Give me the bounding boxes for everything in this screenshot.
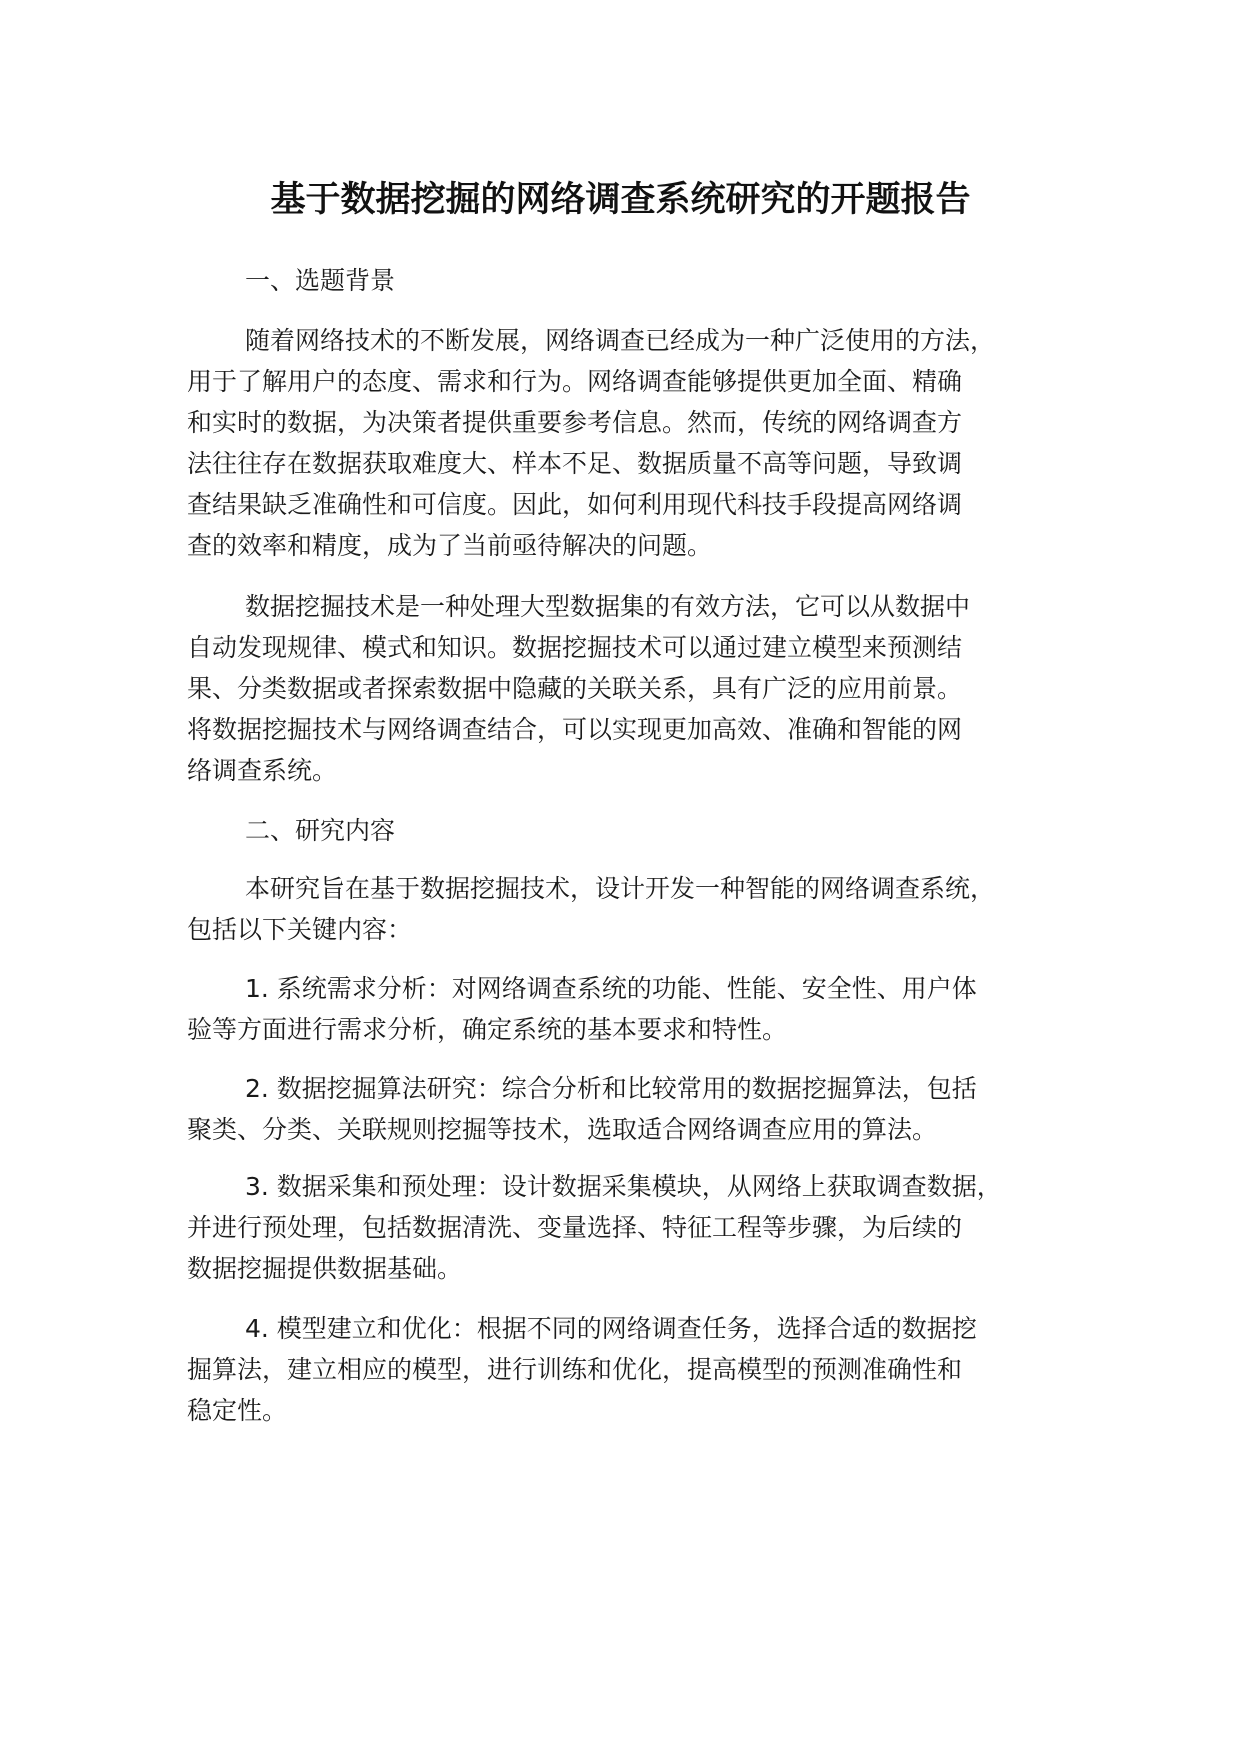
list-item-line: 数据挖掘提供数据基础。 <box>187 1254 463 1283</box>
paragraph-line: 络调查系统。 <box>187 756 338 785</box>
list-item-line: 掘算法，建立相应的模型，进行训练和优化，提高模型的预测准确性和 <box>187 1355 963 1384</box>
list-item-line: 验等方面进行需求分析，确定系统的基本要求和特性。 <box>187 1015 788 1044</box>
list-item-4 <box>187 1306 1087 1434</box>
paragraph-content-intro <box>187 866 1087 953</box>
paragraph-line: 本研究旨在基于数据挖掘技术，设计开发一种智能的网络调查系统， <box>245 874 996 903</box>
paragraph-line: 查的效率和精度，成为了当前亟待解决的问题。 <box>187 531 713 560</box>
list-item-3 <box>187 1164 1087 1292</box>
list-item-2 <box>187 1066 1087 1153</box>
paragraph-background-2 <box>187 584 1087 794</box>
heading-line: 二、研究内容 <box>245 816 396 845</box>
list-item-line: 聚类、分类、关联规则挖掘等技术，选取适合网络调查应用的算法。 <box>187 1115 938 1144</box>
paragraph-line: 法往往存在数据获取难度大、样本不足、数据质量不高等问题，导致调 <box>187 449 963 478</box>
paragraph-line: 果、分类数据或者探索数据中隐藏的关联关系，具有广泛的应用前景。 <box>187 674 963 703</box>
document-title: 基于数据挖掘的网络调查系统研究的开题报告 <box>270 180 971 220</box>
list-item-line: 1. 系统需求分析：对网络调查系统的功能、性能、安全性、用户体 <box>245 974 977 1003</box>
heading-line: 一、选题背景 <box>245 266 396 295</box>
list-item-line: 4. 模型建立和优化：根据不同的网络调查任务，选择合适的数据挖 <box>245 1314 977 1343</box>
paragraph-line: 查结果缺乏准确性和可信度。因此，如何利用现代科技手段提高网络调 <box>187 490 963 519</box>
list-item-line: 3. 数据采集和预处理：设计数据采集模块，从网络上获取调查数据， <box>245 1172 1002 1201</box>
paragraph-line: 将数据挖掘技术与网络调查结合，可以实现更加高效、准确和智能的网 <box>187 715 963 744</box>
list-item-line: 2. 数据挖掘算法研究：综合分析和比较常用的数据挖掘算法，包括 <box>245 1074 977 1103</box>
paragraph-line: 自动发现规律、模式和知识。数据挖掘技术可以通过建立模型来预测结 <box>187 633 963 662</box>
paragraph-line: 用于了解用户的态度、需求和行为。网络调查能够提供更加全面、精确 <box>187 367 963 396</box>
paragraph-line: 和实时的数据，为决策者提供重要参考信息。然而，传统的网络调查方 <box>187 408 963 437</box>
list-item-line: 并进行预处理，包括数据清洗、变量选择、特征工程等步骤，为后续的 <box>187 1213 963 1242</box>
section-heading-background <box>187 258 1087 304</box>
section-heading-content <box>187 808 1087 854</box>
paragraph-line: 随着网络技术的不断发展，网络调查已经成为一种广泛使用的方法， <box>245 326 996 355</box>
paragraph-background-1 <box>187 318 1087 569</box>
list-item-1 <box>187 966 1087 1053</box>
list-item-line: 稳定性。 <box>187 1396 288 1425</box>
paragraph-line: 包括以下关键内容： <box>187 915 413 944</box>
paragraph-line: 数据挖掘技术是一种处理大型数据集的有效方法，它可以从数据中 <box>245 592 971 621</box>
